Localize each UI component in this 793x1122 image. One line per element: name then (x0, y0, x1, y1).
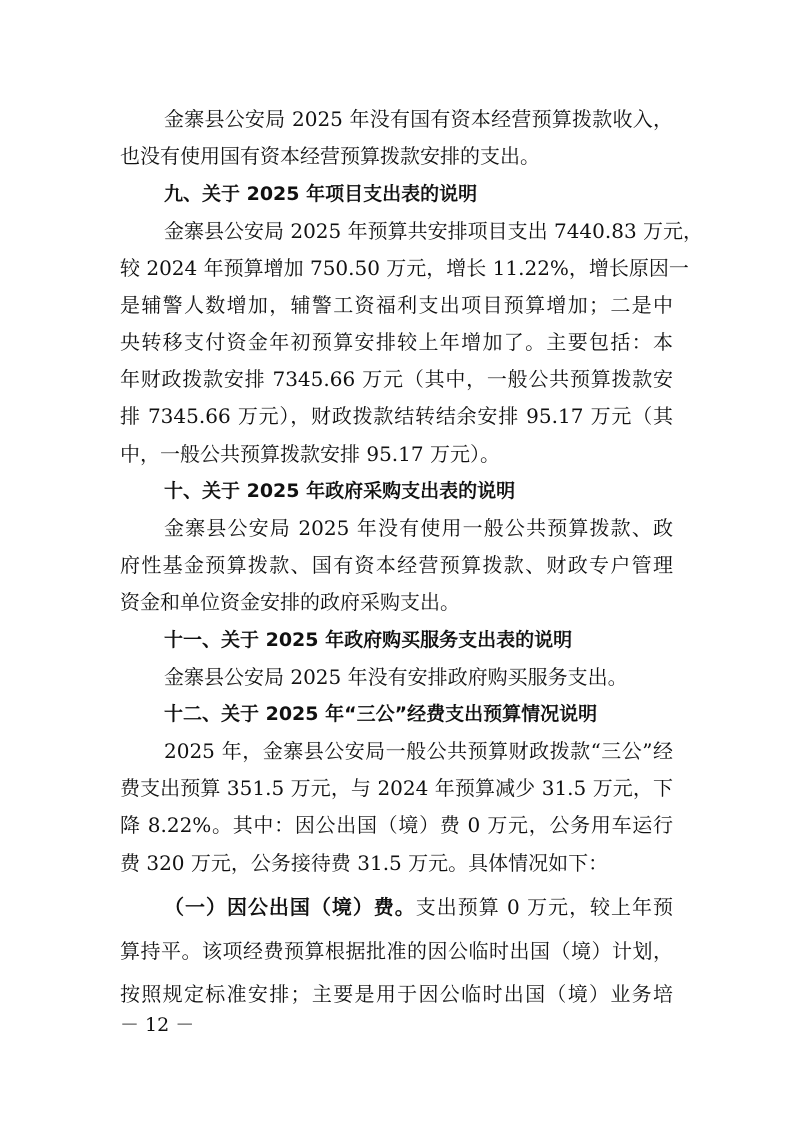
body-text-line: 是辅警人数增加，辅警工资福利支出项目预算增加；二是中 (120, 293, 673, 317)
body-text-line: 中，一般公共预算拨款安排 95.17 万元）。 (120, 442, 500, 466)
section-heading-9: 九、关于 2025 年项目支出表的说明 (164, 183, 478, 205)
body-text-line: 费支出预算 351.5 万元，与 2024 年预算减少 31.5 万元，下 (120, 776, 673, 800)
body-text-line: 费 320 万元，公务接待费 31.5 万元。具体情况如下： (120, 851, 609, 875)
body-text-line: 金寨县公安局 2025 年没有使用一般公共预算拨款、政 (164, 516, 673, 540)
body-text-line: 金寨县公安局 2025 年预算共安排项目支出 7440.83 万元， (164, 219, 704, 243)
body-text-line: 也没有使用国有资本经营预算拨款安排的支出。 (120, 144, 540, 168)
section-heading-12: 十二、关于 2025 年“三公”经费支出预算情况说明 (164, 703, 598, 725)
body-text-line: 府性基金预算拨款、国有资本经营预算拨款、财政专户管理 (120, 553, 673, 577)
body-text-line: 金寨县公安局 2025 年没有安排政府购买服务支出。 (164, 665, 628, 689)
page-number: － 12 － (120, 1014, 195, 1036)
section-heading-10: 十、关于 2025 年政府采购支出表的说明 (164, 480, 516, 502)
body-text-line: 年财政拨款安排 7345.66 万元（其中，一般公共预算拨款安 (120, 367, 673, 391)
body-text-line: 央转移支付资金年初预算安排较上年增加了。主要包括：本 (120, 330, 673, 354)
body-text-line: 降 8.22%。其中：因公出国（境）费 0 万元，公务用车运行 (120, 813, 673, 837)
body-text-line: 按照规定标准安排；主要是用于因公临时出国（境）业务培 (120, 982, 673, 1006)
body-text-line: 2025 年，金寨县公安局一般公共预算财政拨款“三公”经 (164, 739, 673, 763)
body-text-line: 排 7345.66 万元），财政拨款结转结余安排 95.17 万元（其 (120, 404, 673, 428)
body-text-line: 较 2024 年预算增加 750.50 万元，增长 11.22%，增长原因一 (120, 256, 689, 280)
subsection-first-line-text: 支出预算 0 万元，较上年预 (415, 895, 673, 919)
section-heading-11: 十一、关于 2025 年政府购买服务支出表的说明 (164, 629, 573, 651)
body-text-line: 金寨县公安局 2025 年没有国有资本经营预算拨款收入， (164, 107, 673, 131)
subsection-first-line (164, 893, 673, 921)
body-text-line: 算持平。该项经费预算根据批准的因公临时出国（境）计划， (120, 939, 673, 963)
body-text-line: 资金和单位资金安排的政府采购支出。 (120, 590, 460, 614)
subsection-heading-1: （一）因公出国（境）费。 (164, 895, 416, 919)
